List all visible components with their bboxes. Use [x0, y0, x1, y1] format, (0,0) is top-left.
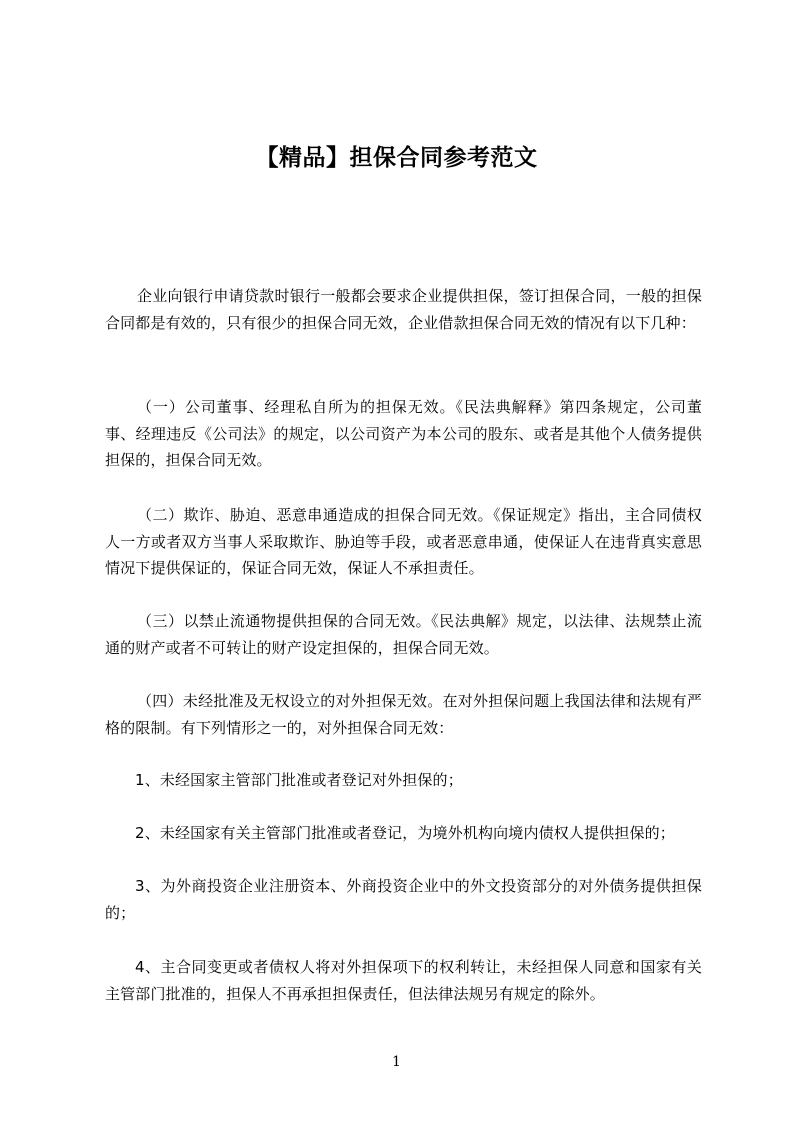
clause-4-paragraph: （四）未经批准及无权设立的对外担保无效。在对外担保问题上我国法律和法规有严格的限制。有下列情形之一的，对外担保合同无效：	[105, 692, 702, 737]
list-item-1: 1、未经国家主管部门批准或者登记对外担保的；	[135, 771, 463, 789]
page-number: 1	[392, 1054, 401, 1070]
intro-paragraph: 企业向银行申请贷款时银行一般都会要求企业提供担保，签订担保合同，一般的担保合同都是有效的，只有很少的担保合同无效，企业借款担保合同无效的情况有以下几种：	[105, 287, 702, 332]
clause-3-paragraph: （三）以禁止流通物提供担保的合同无效。《民法典解》规定，以法律、法规禁止流通的财产或者不可转让的财产设定担保的，担保合同无效。	[105, 612, 702, 657]
list-item-3: 3、为外商投资企业注册资本、外商投资企业中的外文投资部分的对外债务提供担保的；	[105, 877, 702, 922]
list-item-4: 4、主合同变更或者债权人将对外担保项下的权利转让，未经担保人同意和国家有关主管部门批准的，担保人不再承担担保责任，但法律法规另有规定的除外。	[105, 958, 702, 1003]
clause-1-paragraph: （一）公司董事、经理私自所为的担保无效。《民法典解释》第四条规定，公司董事、经理违反《公司法》的规定，以公司资产为本公司的股东、或者是其他个人债务提供担保的，担保合同无效。	[105, 398, 702, 469]
list-item-2: 2、未经国家有关主管部门批准或者登记，为境外机构向境内债权人提供担保的；	[135, 824, 675, 842]
clause-2-paragraph: （二）欺诈、胁迫、恶意串通造成的担保合同无效。《保证规定》指出，主合同债权人一方或者双方当事人采取欺诈、胁迫等手段，或者恶意串通，使保证人在违背真实意思情况下提供保证的，保证合同无效，保证人不承担责任。	[105, 506, 702, 577]
page-title: 【精品】担保合同参考范文	[255, 145, 538, 171]
